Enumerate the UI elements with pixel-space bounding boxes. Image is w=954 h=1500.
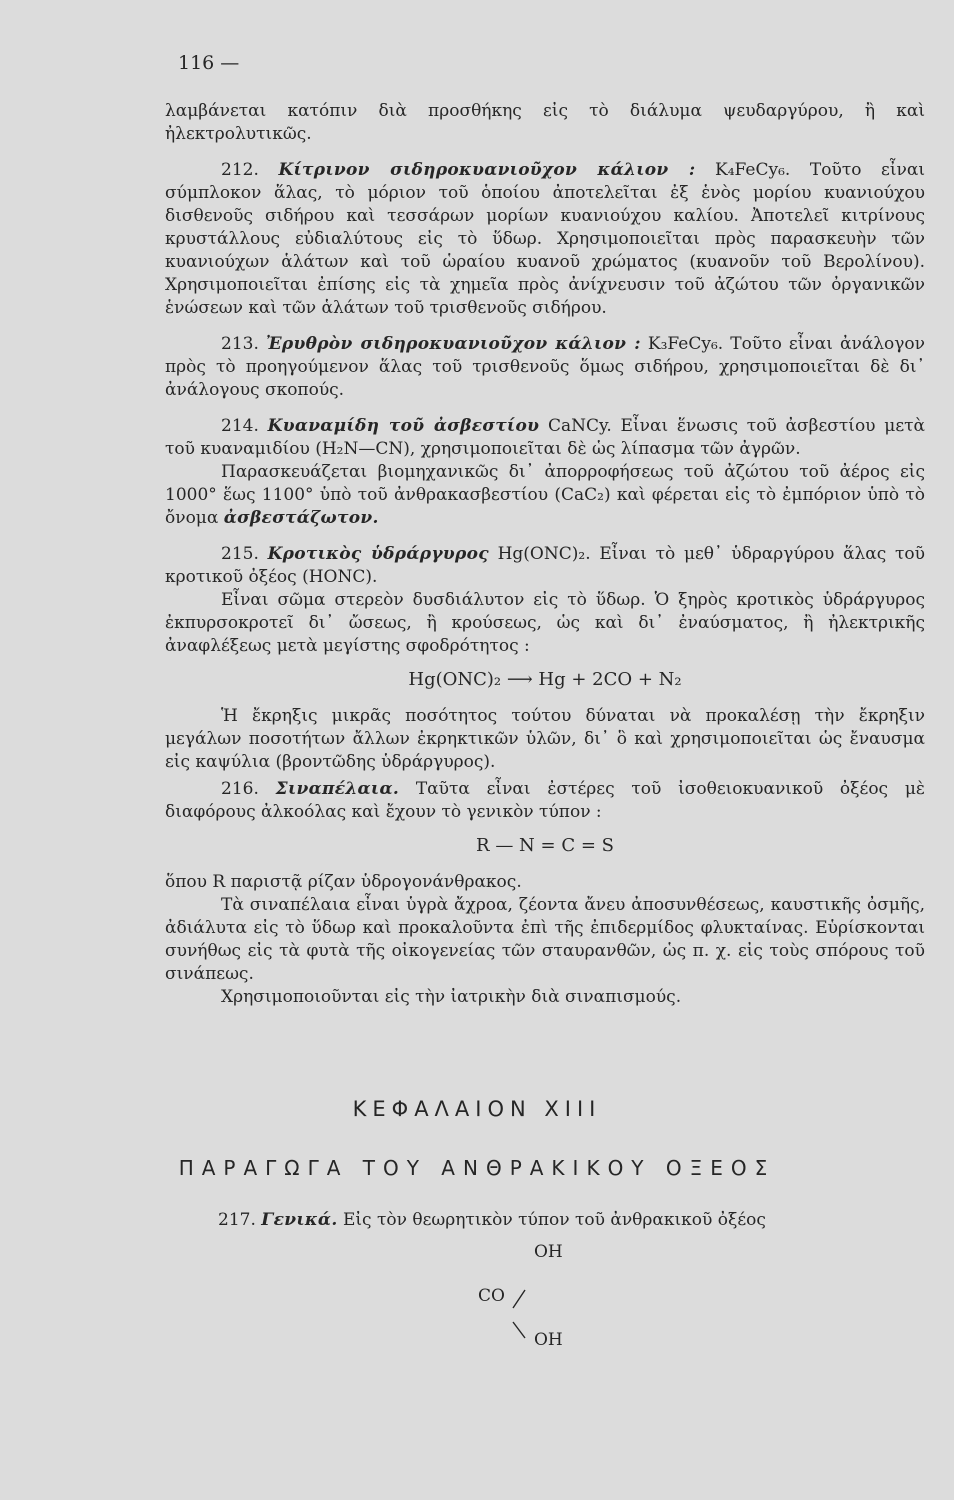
section-217: [218, 1210, 908, 1230]
section-number: 216.: [221, 779, 259, 799]
section-title: Γενικά.: [261, 1210, 338, 1230]
section-text: K₃FeCy₆. Τοῦτο εἶναι ἀνάλογον πρὸς τὸ προηγούμενον ἅλας τοῦ τρισθενοῦς ὅμως σιδήρου, χρησιμοποιεῖται δὲ δι᾽ ἀνάλογους σκοπούς.: [165, 334, 925, 400]
section-214-paragraph-2: [165, 461, 925, 530]
section-text: CaNCy. Εἶναι ἕνωσις τοῦ ἀσβεστίου μετὰ τοῦ κυαναμιδίου (H₂N—CN), χρησιμοποιεῖται δὲ ὡς λίπασμα τῶν ἀγρῶν.: [165, 416, 926, 459]
section-title: Κίτρινον σιδηροκυανιοῦχον κάλιον :: [278, 160, 696, 180]
section-text: K₄FeCy₆. Τοῦτο εἶναι σύμπλοκον ἅλας, τὸ μόριον τοῦ ὁποίου ἀποτελεῖται ἐξ ἑνὸς μορίου κυανιούχου δισθενοῦς σιδήρου καὶ τεσσάρων μορίων κυανιούχου καλίου. Ἀποτελεῖ κιτρίνους κρυστάλλους εὐδιαλύτους εἰς τὸ ὕδωρ. Χρησιμοποιεῖται πρὸς παρασκευὴν τῶν κυανιούχων ἁλάτων καὶ τοῦ ὡραίου κυανοῦ χρώματος (κυανοῦν τοῦ Βερολίνου). Χρησιμοποιεῖται ἐπίσης εἰς τὰ χημεῖα πρὸς ἀνίχνευσιν τοῦ ἀζώτου τῶν ὀργανικῶν ἑνώσεων καὶ τῶν ἁλάτων τοῦ τρισθενοῦς σιδήρου.: [165, 160, 925, 318]
structure-oh-top: OH: [534, 1242, 563, 1262]
section-title: Κροτικὸς ὑδράργυρος: [267, 544, 489, 564]
chapter-title: ΠΑΡΑΓΩΓΑ ΤΟΥ ΑΝΘΡΑΚΙΚΟΥ ΟΞΕΟΣ: [178, 1156, 776, 1180]
paragraph-intro: λαμβάνεται κατόπιν διὰ προσθήκης εἰς τὸ διάλυμα ψευδαργύρου, ἢ καὶ ἠλεκτρολυτικῶς.: [165, 101, 925, 144]
section-215-paragraph-3: Ἡ ἔκρηξις μικρᾶς ποσότητος τούτου δύναται νὰ προκαλέσῃ τὴν ἔκρηξιν μεγάλων ποσοτήτων ἄλλων ἐκρηκτικῶν ὑλῶν, δι᾽ ὃ καὶ χρησιμοποιεῖται ὡς ἔναυσμα εἰς καψύλια (βροντῶδης ὑδράργυρος).: [165, 706, 925, 772]
section-213: [165, 333, 925, 402]
section-number: 214.: [221, 416, 259, 436]
section-216-paragraph-3: Τὰ σιναπέλαια εἶναι ὑγρὰ ἄχροα, ζέοντα ἄνευ ἀποσυνθέσεως, καυστικῆς ὀσμῆς, ἀδιάλυτα εἰς τὸ ὕδωρ καὶ προκαλοῦντα ἐπὶ τῆς ἐπιδερμίδος φλυκταίνας. Εὑρίσκονται συνήθως εἰς τὰ φυτὰ τῆς οἰκογενείας τῶν σταυρανθῶν, ὡς π. χ. εἰς τοὺς σπόρους τοῦ σινάπεως.: [165, 895, 925, 984]
section-212: [165, 159, 925, 320]
bond-bottom: [513, 1322, 525, 1338]
chapter-heading: ΚΕΦΑΛΑΙΟΝ XIII: [352, 1097, 602, 1121]
product-name: ἀσβεστάζωτον.: [223, 508, 379, 528]
section-216-paragraph-4: Χρησιμοποιοῦνται εἰς τὴν ἰατρικὴν διὰ σιναπισμούς.: [221, 987, 682, 1007]
section-number: 217.: [218, 1210, 256, 1230]
section-215-paragraph-2: Εἶναι σῶμα στερεὸν δυσδιάλυτον εἰς τὸ ὕδωρ. Ὁ ξηρὸς κροτικὸς ὑδράργυρος ἐκπυρσοκροτεῖ δι᾽ ὤσεως, ἢ κρούσεως, ὡς καὶ δι᾽ ἐναύσματος, ἢ ἠλεκτρικῆς ἀναφλέξεως μετὰ μεγίστης σφοδρότητος :: [165, 590, 925, 656]
body-text: [165, 100, 925, 1022]
section-number: 213.: [221, 334, 259, 354]
structure-co: CO: [478, 1286, 505, 1306]
section-text: Παρασκευάζεται βιομηχανικῶς δι᾽ ἀπορροφήσεως τοῦ ἀζώτου τοῦ ἀέρος εἰς 1000° ἕως 1100° ὑπὸ τοῦ ἀνθρακασβεστίου (CaC₂) καὶ φέρεται εἰς τὸ ἐμπόριον ὑπὸ τὸ ὄνομα: [165, 462, 925, 528]
section-214: [165, 415, 925, 461]
section-text: Hg(ONC)₂. Εἶναι τὸ μεθ᾽ ὑδραργύρου ἅλας τοῦ κροτικοῦ ὀξέος (HONC).: [165, 544, 926, 587]
section-text: Εἰς τὸν θεωρητικὸν τύπον τοῦ ἀνθρακικοῦ ὀξέος: [342, 1210, 766, 1230]
page-number-header: 116 —: [178, 52, 240, 74]
section-number: 212.: [221, 160, 259, 180]
general-formula: R — N = C = S: [476, 835, 614, 856]
section-title: Ἐρυθρὸν σιδηροκυανιοῦχον κάλιον :: [265, 334, 641, 354]
section-title: Κυαναμίδη τοῦ ἀσβεστίου: [267, 416, 540, 436]
section-216: [165, 778, 925, 824]
section-number: 215.: [221, 544, 259, 564]
section-title: Σιναπέλαια.: [275, 779, 400, 799]
section-215: [165, 543, 925, 589]
structure-oh-bottom: OH: [534, 1330, 563, 1350]
reaction-equation: Hg(ONC)₂ ⟶ Hg + 2CO + N₂: [408, 669, 682, 690]
bond-top: [513, 1290, 525, 1308]
carbonic-acid-structure: [478, 1240, 598, 1350]
section-216-paragraph-2: ὅπου R παριστᾷ ρίζαν ὑδρογονάνθρακος.: [165, 872, 522, 892]
section-text: Ταῦτα εἶναι ἐστέρες τοῦ ἰσοθειοκυανικοῦ ὀξέος μὲ διαφόρους ἀλκοόλας καὶ ἔχουν τὸ γενικὸν τύπον :: [165, 779, 926, 822]
